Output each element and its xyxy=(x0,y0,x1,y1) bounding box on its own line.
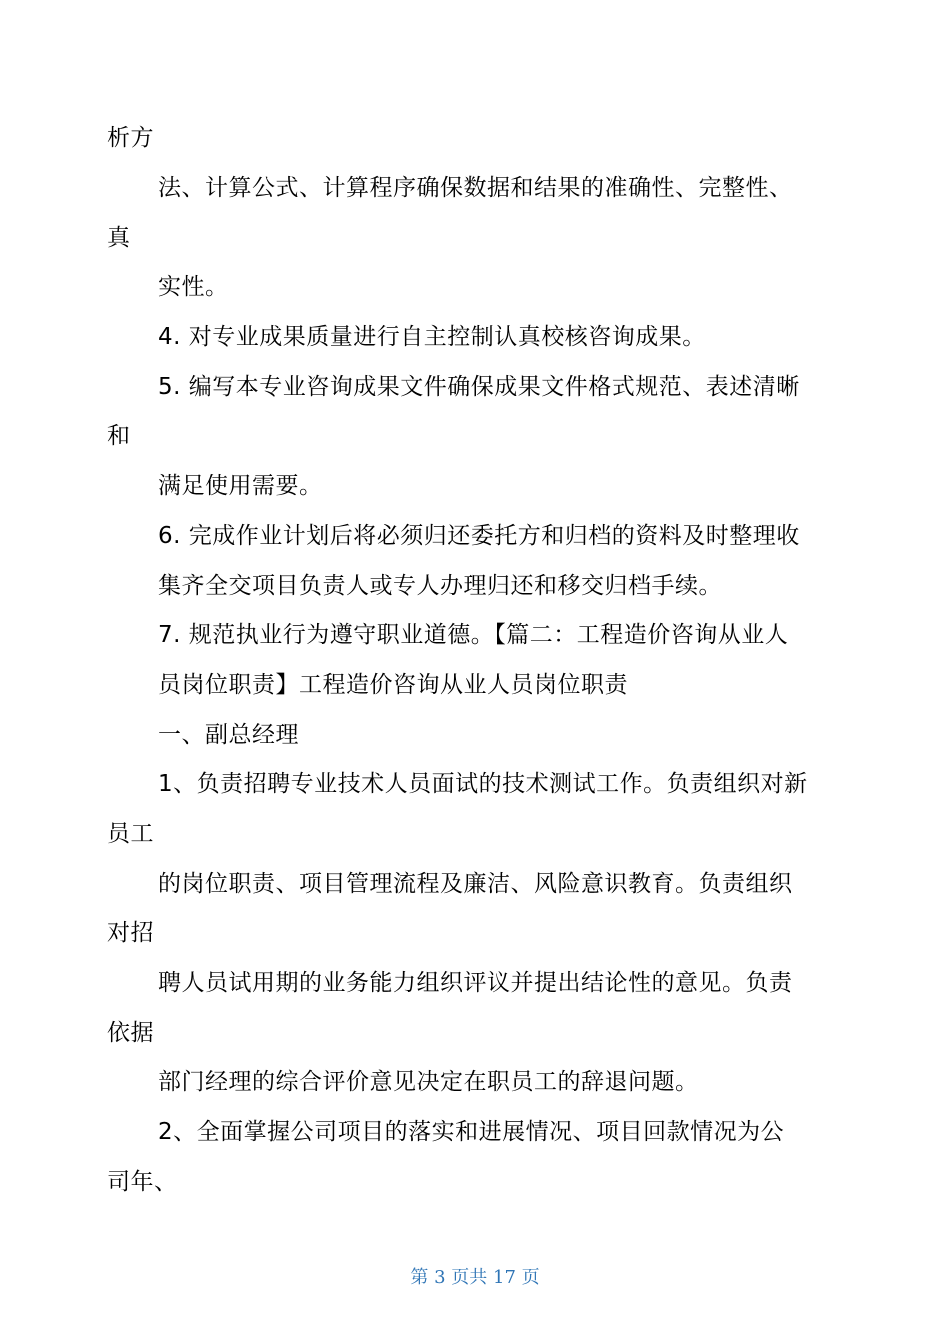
text-line-3: 真 xyxy=(107,225,131,251)
text-line-16: 的岗位职责、项目管理流程及廉洁、风险意识教育。负责组织 xyxy=(158,871,793,897)
page-number-footer: 第 3 页共 17 页 xyxy=(410,1267,540,1288)
text-line-18: 聘人员试用期的业务能力组织评议并提出结论性的意见。负责 xyxy=(158,970,793,996)
text-line-20: 部门经理的综合评价意见决定在职员工的辞退问题。 xyxy=(158,1069,699,1095)
text-line-14: 1、负责招聘专业技术人员面试的技术测试工作。负责组织对新 xyxy=(158,771,808,797)
text-line-8: 满足使用需要。 xyxy=(158,473,323,499)
text-line-6: 5. 编写本专业咨询成果文件确保成果文件格式规范、表述清晰 xyxy=(158,374,800,400)
text-line-22: 司年、 xyxy=(107,1169,178,1195)
text-line-2: 法、计算公式、计算程序确保数据和结果的准确性、完整性、 xyxy=(158,175,793,201)
text-line-15: 员工 xyxy=(107,821,154,847)
text-line-10: 集齐全交项目负责人或专人办理归还和移交归档手续。 xyxy=(158,573,722,599)
text-line-1: 析方 xyxy=(107,125,154,151)
text-line-4: 实性。 xyxy=(158,274,229,300)
text-line-12: 员岗位职责】工程造价咨询从业人员岗位职责 xyxy=(158,672,628,698)
section-heading: 一、副总经理 xyxy=(158,722,299,748)
text-line-5: 4. 对专业成果质量进行自主控制认真校核咨询成果。 xyxy=(158,324,706,350)
text-line-7: 和 xyxy=(107,423,131,449)
text-line-17: 对招 xyxy=(107,920,154,946)
text-line-11: 7. 规范执业行为遵守职业道德。【篇二：工程造价咨询从业人 xyxy=(158,622,789,648)
text-line-19: 依据 xyxy=(107,1020,154,1046)
text-line-21: 2、全面掌握公司项目的落实和进展情况、项目回款情况为公 xyxy=(158,1119,785,1145)
text-line-9: 6. 完成作业计划后将必须归还委托方和归档的资料及时整理收 xyxy=(158,523,800,549)
